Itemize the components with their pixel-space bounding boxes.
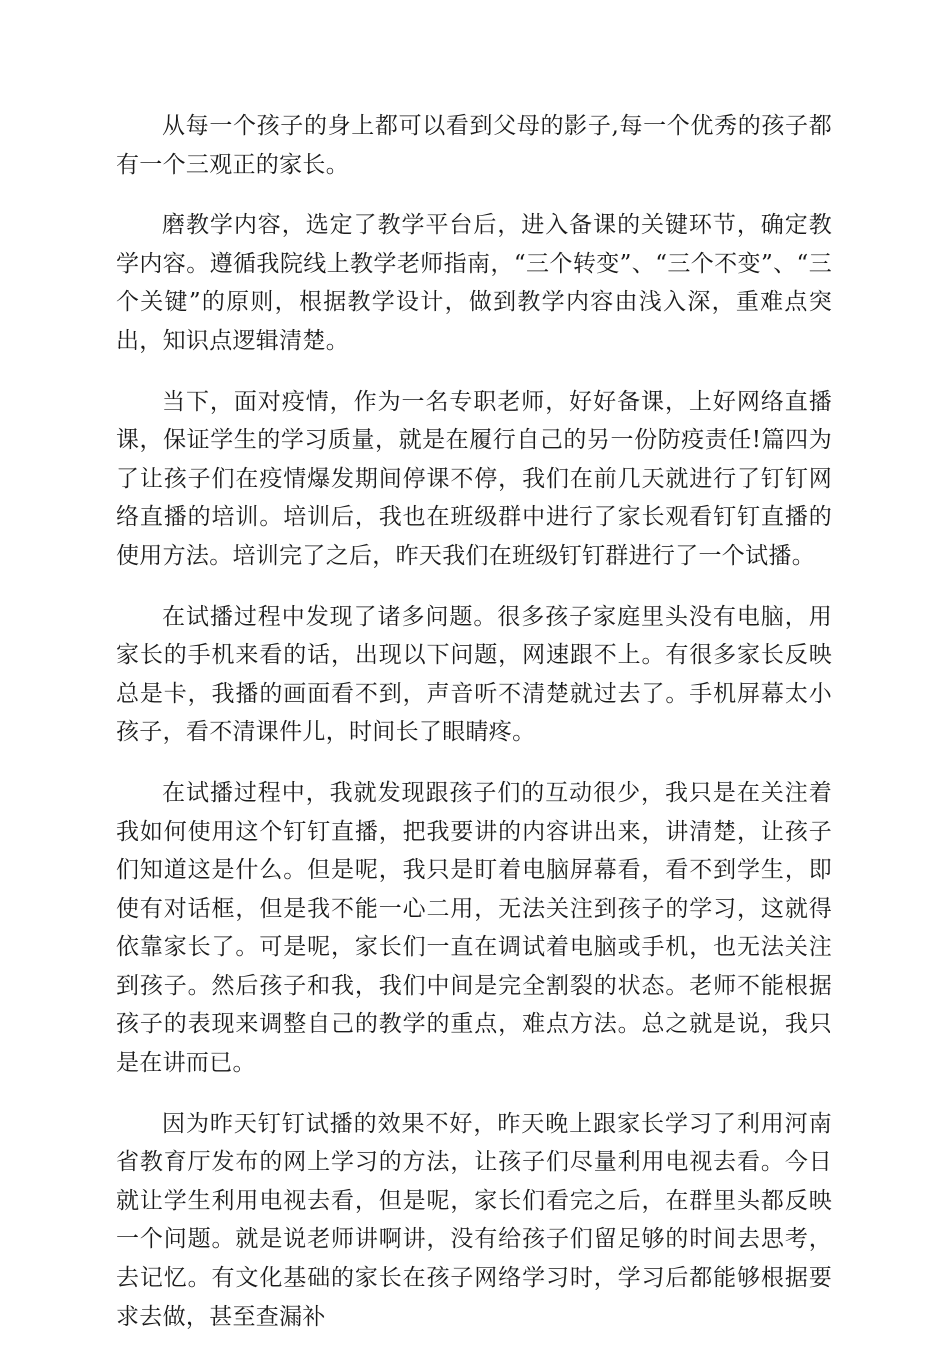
paragraph-6: 因为昨天钉钉试播的效果不好，昨天晚上跟家长学习了利用河南省教育厅发布的网上学习的方法，让孩子们尽量利用电视去看。今日就让学生利用电视去看，但是呢，家长们看完之后，在群里头都反映一个问题。就是说老师讲啊讲，没有给孩子们留足够的时间去思考，去记忆。有文化基础的家长在孩子网络学习时，学习后都能够根据要求去做，甚至查漏补 (116, 1110, 832, 1330)
paragraph-1: 从每一个孩子的身上都可以看到父母的影子,每一个优秀的孩子都有一个三观正的家长。 (116, 113, 832, 178)
paragraph-5: 在试播过程中，我就发现跟孩子们的互动很少，我只是在关注着我如何使用这个钉钉直播，把我要讲的内容讲出来，讲清楚，让孩子们知道这是什么。但是呢，我只是盯着电脑屏幕看，看不到学生，即使有对话框，但是我不能一心二用，无法关注到孩子的学习，这就得依靠家长了。可是呢，家长们一直在调试着电脑或手机，也无法关注到孩子。然后孩子和我，我们中间是完全割裂的状态。老师不能根据孩子的表现来调整自己的教学的重点，难点方法。总之就是说，我只是在讲而已。 (116, 779, 832, 1077)
document-body (116, 107, 832, 1358)
paragraph-4: 在试播过程中发现了诸多问题。很多孩子家庭里头没有电脑，用家长的手机来看的话，出现以下问题，网速跟不上。有很多家长反映总是卡，我播的画面看不到，声音听不清楚就过去了。手机屏幕太小孩子，看不清课件儿，时间长了眼睛疼。 (116, 603, 832, 746)
paragraph-2: 磨教学内容，选定了教学平台后，进入备课的关键环节，确定教学内容。遵循我院线上教学老师指南，“三个转变”、“三个不变”、“三个关键”的原则，根据教学设计，做到教学内容由浅入深，重难点突出，知识点逻辑清楚。 (116, 212, 832, 354)
paragraph-3: 当下，面对疫情，作为一名专职老师，好好备课，上好网络直播课，保证学生的学习质量，就是在履行自己的另一份防疫责任!篇四为了让孩子们在疫情爆发期间停课不停，我们在前几天就进行了钉钉网络直播的培训。培训后，我也在班级群中进行了家长观看钉钉直播的使用方法。培训完了之后，昨天我们在班级钉钉群进行了一个试播。 (116, 388, 832, 569)
